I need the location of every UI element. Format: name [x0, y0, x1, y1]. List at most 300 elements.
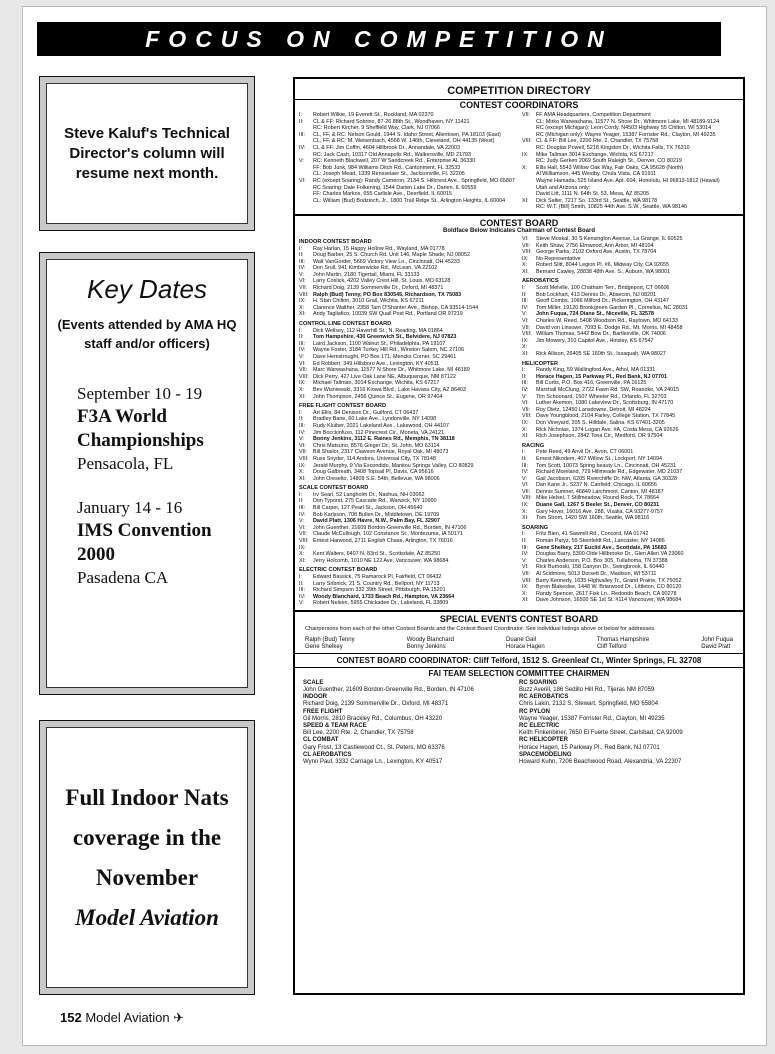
- entry-text: Claude McCullough, 102 Constance St., Montezuma, IA 50171: [313, 531, 463, 538]
- entry-text: Gene Shelkey, 217 Euclid Ave., Scottdale, PA 15683: [536, 544, 667, 551]
- region-label: III:: [522, 544, 528, 551]
- directory-entry: [522, 298, 739, 305]
- directory-entry: [522, 413, 739, 420]
- chair-pair: [305, 637, 355, 651]
- directory-entry: [299, 498, 516, 505]
- directory-entry: [522, 495, 739, 502]
- directory-entry: [299, 341, 516, 348]
- directory-entry: [522, 262, 739, 269]
- entry-text: Bonny Jenkins, 3112 E. Raines Rd., Memphis, TN 38118: [313, 436, 455, 443]
- region-label: V:: [522, 557, 527, 564]
- region-label: [299, 152, 313, 159]
- directory-entry: [522, 387, 739, 394]
- entry-text: David Platt, 1306 Havre, N.W., Palm Bay, FL 32907: [313, 518, 440, 525]
- region-label: III:: [299, 587, 305, 594]
- entry-text: Rudy Kluiber, 2021 Lakeland Ave., Lakewood, OH 44107: [313, 422, 449, 429]
- boards-list: [295, 234, 743, 607]
- competition-directory: [293, 77, 745, 995]
- region-label: II:: [299, 252, 304, 259]
- directory-entry: [299, 265, 516, 272]
- directory-entry: [522, 591, 739, 598]
- region-label: X:: [299, 551, 305, 558]
- region-label: VIII:: [299, 291, 309, 298]
- directory-entry: [299, 152, 516, 159]
- entry-text: CL, FF, & RC: M. Weisenbach, 4568 W. 146th, Cleveland, OH 44135 (West): [313, 138, 495, 145]
- directory-entry: [299, 305, 516, 312]
- directory-entry: [522, 469, 739, 476]
- board-heading: SCALE CONTEST BOARD: [299, 485, 369, 492]
- directory-entry: [299, 198, 516, 205]
- region-label: III:: [299, 505, 305, 512]
- entry-text: Dan Kane Jr., 5237 N. Canfield, Chicago, IL 60656: [536, 482, 657, 489]
- fai-chair: Gil Morris, 2810 Brackley Rd., Columbus, OH 43220: [303, 715, 443, 722]
- boards-right: [522, 236, 739, 607]
- directory-entry: [299, 463, 516, 470]
- entry-text: CL: Joseph Mead, 1339 Rensselaer St., Jacksonville, FL 32205: [313, 171, 465, 178]
- directory-entry: [299, 558, 516, 565]
- fai-category: FREE FLIGHT: [303, 708, 343, 715]
- fai-category: RC HELICOPTER: [519, 737, 569, 744]
- entry-text: CL & FF: Richard Sobrino, 87-26 88th St., Woodhaven, NY 11421: [313, 118, 470, 125]
- region-label: XI:: [299, 475, 306, 482]
- entry-text: RC Soaring: Dale Folkening, 1544 Darien Lake Dr., Darien, IL 60559: [313, 184, 477, 191]
- region-label: IX:: [299, 380, 306, 387]
- region-label: IX:: [299, 544, 306, 551]
- region-label: IX:: [522, 419, 529, 426]
- directory-entry: [299, 538, 516, 545]
- board-coordinator: CONTEST BOARD COORDINATOR: Cliff Telford, 1512 S. Greenleaf Ct., Winter Springs, FL 32708: [295, 653, 743, 668]
- directory-entry: [522, 119, 739, 126]
- region-label: VIII:: [299, 373, 309, 380]
- region-label: VII:: [522, 571, 531, 577]
- directory-entry: [299, 594, 516, 601]
- directory-entry: [522, 502, 739, 509]
- entry-text: Michael Tallman, 3014 Exchange, Wichita, KS 67217: [313, 380, 440, 387]
- directory-entry: [299, 423, 516, 430]
- region-label: VIII:: [522, 413, 532, 420]
- board-heading: INDOOR CONTEST BOARD: [299, 238, 372, 245]
- fai-chair: Chris Lakin, 2132 S. Stewart, Springfield, MO 65804: [519, 701, 659, 708]
- region-label: I:: [299, 574, 302, 580]
- chair-pair: [597, 637, 649, 651]
- region-label: [522, 125, 536, 132]
- nats-line: Full Indoor Nats coverage in the November: [65, 784, 229, 890]
- region-label: XI:: [522, 197, 529, 204]
- directory-entry: [522, 344, 739, 351]
- chair-name: Gene Shelkey: [305, 643, 343, 650]
- directory-entry: [299, 178, 516, 185]
- entry-text: Ernest Nikodem, 407 Willow St., Lockport, NY 14094: [536, 455, 663, 462]
- directory-entry: [299, 185, 516, 192]
- coordinators-right: [522, 112, 739, 211]
- region-label: I:: [299, 409, 302, 416]
- entry-text: William Thomas, 5442 Bow Dr., Bartlesville, OK 74006: [536, 331, 666, 338]
- nats-box: [39, 720, 255, 995]
- directory-entry: [522, 564, 739, 571]
- region-label: VIII:: [522, 577, 532, 584]
- directory-entry: [522, 433, 739, 440]
- directory-title: COMPETITION DIRECTORY: [447, 85, 591, 97]
- region-label: I:: [299, 491, 302, 498]
- entry-text: Rick Allison, 26405 SE 160th St., Issaquah, WA 98027: [536, 351, 666, 357]
- directory-entry: [299, 171, 516, 178]
- board-title: CONTEST BOARD: [479, 217, 559, 228]
- region-label: [299, 171, 313, 178]
- directory-entry: [299, 165, 516, 172]
- directory-entry: [522, 380, 739, 387]
- entry-text: Bev Wisniewski, 3316 Kiowa Blvd., Lake Havasu City, AZ 86403: [313, 386, 467, 393]
- directory-entry: [522, 597, 739, 604]
- entry-text: Tom Strom, 1420 SW 160th, Seattle, WA 98116: [536, 515, 650, 522]
- entry-text: Andy Tagliafico, 10039 SW Quail Post Rd., Portland OR 97219: [313, 311, 463, 318]
- fai-right: [519, 680, 735, 766]
- entry-text: RC (Michigan only): Wayne Yeager, 15387 Forrister Rd., Clayton, MI 49235: [536, 131, 716, 138]
- entry-text: Don Vineyard, 205 S. Hilldale, Salina, KS 67401-3205: [536, 419, 665, 426]
- region-label: V:: [299, 354, 304, 360]
- region-label: II:: [299, 334, 304, 341]
- directory-entry: [299, 158, 516, 165]
- event-item: [77, 497, 239, 589]
- region-label: VII:: [299, 367, 308, 374]
- fai-list: [295, 678, 743, 768]
- region-label: II:: [299, 498, 304, 505]
- entry-text: Steve Moskal, 30 S Kensington Avenue, La Grange, IL 60525: [536, 235, 683, 242]
- directory-entry: [299, 476, 516, 483]
- entry-text: Kent Walters, 6407 N. 83rd St., Scottsdale, AZ 85250: [313, 551, 441, 558]
- directory-entry: [299, 259, 516, 266]
- entry-text: FF AMA Headquarters, Competition Department: [536, 112, 651, 118]
- region-label: VII:: [522, 488, 531, 495]
- boards-left: [299, 236, 516, 607]
- board-heading: HELICOPTER: [522, 360, 559, 367]
- chair-name: Ralph (Bud) Tenny: [305, 636, 355, 643]
- entry-text: Tim Schoonard, 1507 Wheeler Rd., Orlando, FL 32703: [536, 393, 667, 400]
- region-label: V:: [299, 518, 304, 525]
- fai-category: SPACEMODELING: [519, 751, 572, 758]
- region-label: VIII:: [522, 138, 532, 145]
- directory-entry: [299, 394, 516, 401]
- region-label: I:: [522, 449, 525, 456]
- special-names: [295, 635, 743, 653]
- directory-entry: [299, 278, 516, 285]
- nats-magazine: Model Aviation: [75, 904, 219, 930]
- entry-text: Fritz Bien, 41 Sawmill Rd., Concord, MA 01742: [536, 531, 649, 538]
- region-label: [522, 185, 536, 192]
- entry-text: Woody Blanchard, 1733 Beach Rd., Hampton, VA 23664: [313, 593, 455, 600]
- region-label: X:: [522, 426, 528, 433]
- directory-entry: [299, 525, 516, 532]
- entry-text: Tom Hampshire, 430 Greenwich St., Belvidere, NJ 07823: [313, 334, 457, 341]
- entry-text: John Fuqua, 724 Diane St., Niceville, FL 32578: [536, 311, 654, 318]
- directory-entry: [522, 509, 739, 516]
- board-heading: SOARING: [522, 524, 549, 531]
- region-label: I:: [299, 112, 302, 118]
- entry-text: Doug Barber, 25 S. Church Rd. Unit 146, Maple Shade, NJ 08052: [313, 252, 471, 259]
- region-label: III:: [299, 340, 305, 347]
- event-place: Pasadena CA: [77, 568, 169, 587]
- directory-entry: [522, 351, 739, 358]
- directory-entry: [299, 145, 516, 152]
- entry-text: Dave Hemstrought, PO Box 171, Mencks Corner, SC 29461: [313, 354, 457, 360]
- fai-category: CL AEROBATICS: [303, 751, 352, 758]
- directory-entry: [299, 272, 516, 279]
- directory-entry: [299, 492, 516, 499]
- page-number: 152: [60, 1010, 82, 1025]
- entry-text: Douglas Barry, 5300 Olde Hillbrooke Dr., Glen Allen VA 23060: [536, 551, 684, 558]
- directory-entry: [299, 512, 516, 519]
- notice-text: Steve Kaluf's Technical Director's column will resume next month.: [64, 124, 230, 182]
- directory-entry: [522, 158, 739, 165]
- directory-entry: [522, 236, 739, 243]
- entry-text: Randy Spencer, 2617 Fisk Ln., Redondo Beach, CA 90278: [536, 590, 677, 597]
- chair-pair: [407, 637, 454, 651]
- region-label: IV:: [522, 304, 529, 311]
- region-label: VIII:: [522, 495, 532, 502]
- entry-text: Laird Jackson, 1100 Walnut St., Philadelphia, PA 19107: [313, 340, 446, 347]
- region-label: VI:: [522, 318, 529, 325]
- directory-entry: [522, 325, 739, 332]
- entry-text: [536, 344, 739, 351]
- region-label: VI:: [522, 564, 529, 571]
- key-dates-title: Key Dates: [87, 274, 207, 304]
- fai-category: RC SOARING: [519, 679, 558, 686]
- coordinators-list: [295, 110, 743, 211]
- directory-entry: [299, 469, 516, 476]
- region-label: VI:: [299, 278, 306, 285]
- region-label: V:: [299, 271, 304, 278]
- directory-entry: [522, 185, 739, 192]
- entry-text: John Martin, 2180 Tigertail, Miami, FL 33133: [313, 271, 420, 278]
- entry-text: Larry Coslick, 4202 Valley Crest Hill, St. Louis, MO 63128: [313, 278, 451, 285]
- region-label: V:: [522, 311, 527, 318]
- region-label: XI:: [522, 597, 529, 604]
- directory-entry: [522, 145, 739, 152]
- directory-entry: [299, 374, 516, 381]
- entry-text: Bob Lockhart, 413 Dennis Dr., Absecon, NJ 08201: [536, 291, 657, 298]
- entry-text: Bradley Bane, 60 Lake Ave., Lyndonville, NY 14098: [313, 416, 437, 423]
- directory-entry: [522, 551, 739, 558]
- directory-entry: [522, 204, 739, 211]
- entry-text: FF: Bob Junk, 984 Williams Ditch Rd., Cantonment, FL 32533: [313, 164, 461, 171]
- entry-text: Dave Johnson, 16500 SE 1st St. #114 Vancouver, WA 98684: [536, 597, 682, 604]
- region-label: IV:: [299, 593, 306, 600]
- entry-text: Rick Nicholas, 1374 Logan Ave. #A, Costa Mesa, CA 92626: [536, 426, 679, 433]
- directory-entry: [522, 482, 739, 489]
- region-label: [522, 132, 536, 139]
- region-label: II:: [522, 373, 527, 380]
- region-label: [299, 191, 313, 198]
- region-label: VIII:: [299, 538, 309, 545]
- directory-entry: [522, 515, 739, 522]
- directory-entry: [522, 125, 739, 132]
- entry-text: Rich Josephson, 2842 Tona Cir., Medford, OR 97504: [536, 433, 663, 440]
- directory-entry: [522, 269, 739, 276]
- region-label: X:: [522, 344, 528, 351]
- board-heading: AEROBATICS: [522, 278, 559, 285]
- chair-pair: [506, 637, 545, 651]
- board-note: Boldface Below Indicates Chairman of Contest Board: [442, 227, 596, 234]
- region-label: X:: [522, 164, 528, 171]
- directory-entry: [522, 456, 739, 463]
- chair-name: Thomas Hampshire: [596, 636, 650, 643]
- region-label: VII:: [299, 531, 308, 538]
- special-title: SPECIAL EVENTS CONTEST BOARD: [439, 613, 599, 624]
- entry-text: Dick Salter, 7217 So. 133rd St., Seattle, WA 98178: [536, 197, 658, 204]
- region-label: VII:: [299, 449, 308, 456]
- directory-entry: [299, 581, 516, 588]
- fai-title: FAI TEAM SELECTION COMMITTEE CHAIRMEN: [428, 668, 610, 678]
- region-label: X:: [299, 469, 305, 476]
- directory-entry: [522, 571, 739, 578]
- directory-entry: [522, 545, 739, 552]
- section-banner: FOCUS ON COMPETITION: [37, 22, 721, 56]
- region-label: VIII:: [522, 331, 532, 338]
- entry-text: Horace Hagen, 15 Parkway Pl., Red Bank, NJ 07701: [536, 373, 667, 380]
- directory-entry: [299, 505, 516, 512]
- directory-entry: [299, 132, 516, 139]
- region-label: IX:: [522, 151, 529, 158]
- directory-entry: [522, 420, 739, 427]
- entry-text: Clarence Walther, 2358 Tam O'Shanter Ave., Bishop, CA 93514-1544: [313, 304, 479, 311]
- entry-text: CL: Mirko Warwashana, 11577 N. Shore Dr., Whitmore Lake, MI 48189-9124: [536, 118, 720, 125]
- fai-category: RC ELECTRIC: [519, 722, 560, 729]
- fai-chair: Wynn Paul, 3332 Carriage Ln., Lexington, KY 40517: [303, 759, 443, 765]
- region-label: V:: [522, 393, 527, 400]
- fai-chair: Buzz Averill, 186 Sedillo Hill Rd., Tijeras NM 87059: [519, 686, 655, 693]
- region-label: II:: [299, 118, 304, 125]
- region-label: X:: [522, 508, 528, 515]
- board-heading: FREE FLIGHT CONTEST BOARD: [299, 403, 387, 410]
- chair-name: John Fuqua: [701, 636, 733, 643]
- entry-text: RC: Jack Cash, 10317 Old Annapolis Rd., Walkersville, MD 21793: [313, 151, 471, 158]
- region-label: III:: [522, 380, 528, 387]
- entry-text: Mike Helsel, 7 Stillmeadow, Round Rock, TX 78664: [536, 495, 660, 502]
- directory-entry: [299, 298, 516, 305]
- directory-entry: [522, 489, 739, 496]
- entry-text: Marc Warwashana, 11577 N Shore Dr., Whitmore Lake, MI 48189: [313, 367, 470, 374]
- entry-text: Art Ellis, 84 Denison Dr., Guilford, CT 06437: [313, 409, 419, 416]
- region-label: [299, 198, 313, 205]
- entry-text: RC: Kenneth Blackwell, 207 W Sandcreek Rd., Enterprise AL 36330: [313, 158, 476, 165]
- directory-entry: [522, 394, 739, 401]
- entry-text: John Oreselto, 14809 S.E. 54th, Bellevue, WA 98006: [313, 475, 440, 482]
- entry-text: Edward Bassick, 75 Ramarock Pl, Fairfield, CT 06432: [313, 574, 442, 580]
- region-label: III:: [299, 131, 305, 138]
- region-label: [522, 171, 536, 178]
- directory-entry: [522, 171, 739, 178]
- region-label: IV:: [522, 551, 529, 558]
- directory-entry: [299, 456, 516, 463]
- region-label: X:: [299, 304, 305, 311]
- directory-entry: [522, 198, 739, 205]
- entry-text: Duane Gall, 1267 S Beeler St., Denver, CO 80231: [536, 502, 660, 509]
- region-label: X:: [522, 262, 528, 269]
- directory-entry: [522, 449, 739, 456]
- entry-text: Rick Burnoski, 158 Canyon Dr., Swingbrook, IL 60440: [536, 564, 665, 571]
- fai-category: RC AEROBATICS: [519, 694, 569, 701]
- directory-entry: [299, 449, 516, 456]
- entry-text: FF: Charles Markos, 655 Carlisle Ave., Deerfield, IL 60015: [313, 191, 453, 198]
- directory-entry: [299, 125, 516, 132]
- region-label: XI:: [522, 433, 529, 440]
- entry-text: Barry Kennedy, 1635 Highvalley Tr., Grand Prairie, TX 75052: [536, 577, 682, 584]
- entry-text: Bob Karlsson, 708 Bullen Dr., Middletown, DE 19709: [313, 511, 440, 518]
- entry-text: RC (except Soaring): Randy Cameron, 2134 S. Hillcrest Ave., Springfield, MO 65807: [313, 177, 515, 184]
- region-label: IX:: [522, 584, 529, 591]
- directory-entry: [299, 380, 516, 387]
- coordinators-title: CONTEST COORDINATORS: [295, 99, 743, 110]
- region-label: [299, 165, 313, 172]
- fai-category: INDOOR: [303, 694, 327, 701]
- entry-text: Al Scidmore, 5013 Dorsett Dr., Madison, WI 53711: [536, 571, 657, 577]
- entry-text: Don Srull, 941 Kimberwicke Rd., McLean, VA 22102: [313, 265, 438, 272]
- directory-entry: [522, 374, 739, 381]
- region-label: I:: [522, 367, 525, 374]
- special-note: Chairpersons from each of the other Contest Boards and the Contest Board Coordinator. See individual listings above or below for addresses.: [305, 625, 656, 632]
- directory-entry: [299, 367, 516, 374]
- entry-text: Gail Jacobson, 6205 Riverchiffe Dr. NW, Atlanta, GA 30328: [536, 475, 678, 482]
- directory-entry: [299, 574, 516, 581]
- region-label: VIII:: [299, 455, 309, 462]
- chair-name: David Platt: [701, 643, 731, 650]
- entry-text: Richard Doig, 2139 Sommerville Dr., Oxford, MI 48371: [313, 285, 444, 292]
- directory-entry: [299, 436, 516, 443]
- directory-entry: [522, 558, 739, 565]
- region-label: III:: [522, 298, 528, 305]
- region-label: [522, 178, 536, 185]
- directory-entry: [299, 347, 516, 354]
- region-label: [299, 138, 313, 145]
- region-label: [299, 185, 313, 192]
- region-label: [522, 119, 536, 126]
- directory-entry: [522, 407, 739, 414]
- entry-text: Utah and Arizona only:: [536, 184, 591, 191]
- region-label: III:: [522, 462, 528, 469]
- directory-entry: [522, 463, 739, 470]
- entry-text: Ellis Hall, 5543 Willow Oak Way, Fair Oaks, CA 95628 (North): [536, 164, 684, 171]
- directory-entry: [522, 367, 739, 374]
- region-label: VI:: [299, 360, 306, 367]
- directory-entry: [522, 338, 739, 345]
- page-footer: [60, 1010, 184, 1026]
- directory-entry: [522, 531, 739, 538]
- entry-text: Jim Mowery, 310 Capitol Ave., Hinsley, KS 67547: [536, 337, 654, 344]
- region-label: IX:: [299, 298, 306, 305]
- region-label: X:: [299, 386, 305, 393]
- entry-text: Bill Curtis, P.O. Box 416, Greenville, PA 16125: [536, 380, 647, 387]
- fai-chair: Richard Doig, 2139 Sommerville Dr., Oxford, MI 48371: [303, 701, 449, 708]
- directory-entry: [522, 285, 739, 292]
- region-label: VII:: [522, 406, 531, 413]
- entry-text: Bernard Cawley, 28838 48th Ave. S., Auburn, WA 98001: [536, 268, 671, 275]
- region-label: II:: [522, 291, 527, 298]
- directory-entry: [522, 256, 739, 263]
- region-label: III:: [299, 258, 305, 265]
- fai-category: SCALE: [303, 679, 324, 686]
- directory-entry: [522, 311, 739, 318]
- key-dates-note: (Events attended by AMA HQ staff and/or officers): [57, 317, 237, 351]
- directory-entry: [299, 191, 516, 198]
- entry-text: Bill Carper, 127 Pearl St., Jackson, OH 45640: [313, 505, 423, 512]
- entry-text: Jerald Murphy, 9 Via Escondido, Manitou Springs Valley, CO 80829: [313, 462, 474, 469]
- directory-entry: [299, 545, 516, 552]
- board-heading: ELECTRIC CONTEST BOARD: [299, 567, 378, 574]
- entry-text: Robert Wilkie, 19 Everett St., Rockland, MA 02370: [313, 112, 434, 118]
- fai-chair: Bill Lee, 2200 Rte. 2, Chandler, TX 75758: [303, 730, 414, 737]
- directory-entry: [522, 427, 739, 434]
- fai-chair: Wayne Yeager, 15387 Forrister Rd., Clayton, MI 49235: [519, 715, 665, 722]
- region-label: IX:: [522, 337, 529, 344]
